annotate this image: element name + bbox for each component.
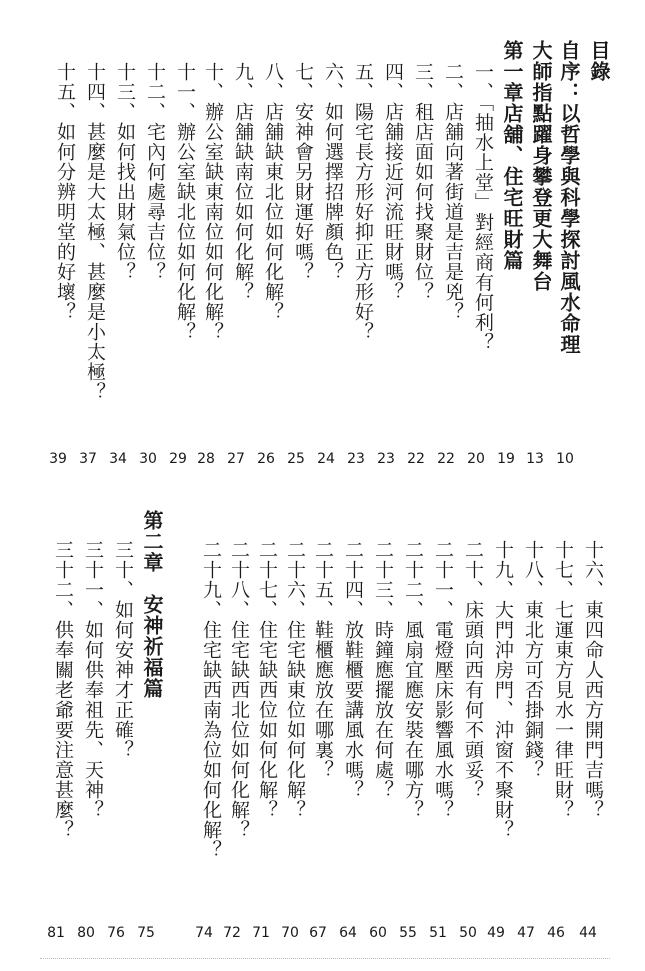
- page-number: 30: [139, 451, 157, 467]
- page-number: 26: [257, 451, 275, 467]
- toc-entry-25: 二十五、鞋櫃應放在哪裏？: [312, 540, 334, 780]
- toc-entry-12: 十二、宅內何處尋吉位？: [144, 62, 166, 282]
- toc-entry-21: 二十一、電燈壓床影響風水嗎？: [432, 540, 454, 820]
- page-number: 22: [407, 451, 425, 467]
- toc-entry-11: 十一、辦公室缺北位如何化解？: [174, 62, 196, 342]
- toc-title: 目錄: [587, 40, 611, 82]
- page-number: 19: [497, 451, 515, 467]
- page-number: 39: [49, 451, 67, 467]
- page-number: 13: [526, 451, 544, 467]
- page-number: 81: [47, 925, 65, 941]
- page-number: 23: [347, 451, 365, 467]
- page-number: 49: [487, 925, 505, 941]
- toc-entry-5: 五、陽宅長方形好抑正方形好？: [352, 62, 374, 342]
- toc-entry-31: 三十一、如何供奉祖先、天神？: [82, 540, 104, 820]
- page-number: 67: [309, 925, 327, 941]
- toc-entry-7: 七、安神會另財運好嗎？: [292, 62, 314, 282]
- toc-chapter-1: 第一章店舖、住宅旺財篇: [500, 40, 524, 271]
- toc-entry-27: 二十七、住宅缺西位如何化解？: [256, 540, 278, 820]
- toc-entry-6: 六、如何選擇招牌顏色？: [322, 62, 344, 282]
- page-number: 28: [197, 451, 215, 467]
- page-number: 75: [137, 925, 155, 941]
- toc-chapter-2: 第二章 安神祈福篇: [140, 510, 164, 699]
- toc-entry-24: 二十四、放鞋櫃要講風水嗎？: [342, 540, 364, 800]
- page-number: 23: [377, 451, 395, 467]
- toc-entry-1: 一、「抽水上堂」對經商有何利？: [472, 62, 494, 353]
- toc-entry-20: 二十、床頭向西有何不頭妥？: [462, 540, 484, 800]
- page-number: 70: [281, 925, 299, 941]
- toc-entry-23: 二十三、時鐘應擺放在何處？: [372, 540, 394, 800]
- page-number: 29: [169, 451, 187, 467]
- toc-entry-preface: 自序：以哲學與科學探討風水命理: [557, 40, 581, 355]
- page-number: 10: [556, 451, 574, 467]
- page-number: 20: [467, 451, 485, 467]
- page-number: 76: [107, 925, 125, 941]
- page-number: 46: [547, 925, 565, 941]
- toc-entry-16: 十六、東四命人西方開門吉嗎？: [582, 540, 604, 820]
- toc-entry-3: 三、租店面如何找聚財位？: [412, 62, 434, 302]
- toc-entry-17: 十七、七運東方見水一律旺財？: [552, 540, 574, 820]
- toc-entry-26: 二十六、住宅缺東位如何化解？: [284, 540, 306, 820]
- page-number: 44: [579, 925, 597, 941]
- page-number: 24: [317, 451, 335, 467]
- toc-entry-15: 十五、如何分辨明堂的好壞？: [54, 62, 76, 322]
- page-number: 25: [287, 451, 305, 467]
- toc-entry-4: 四、店舖接近河流旺財嗎？: [382, 62, 404, 302]
- page-number: 80: [77, 925, 95, 941]
- toc-entry-10: 十、辦公室缺東南位如何化解？: [202, 62, 224, 342]
- page-number: 60: [369, 925, 387, 941]
- toc-entry-18: 十八、東北方可否掛銅錢？: [522, 540, 544, 780]
- toc-entry-9: 九、店舖缺南位如何化解？: [232, 62, 254, 302]
- toc-entry-28: 二十八、住宅缺西北位如何化解？: [228, 540, 250, 840]
- page-number: 74: [195, 925, 213, 941]
- toc-entry-2: 二、店舖向著街道是吉是兇？: [442, 62, 464, 322]
- toc-entry-30: 三十、如何安神才正確？: [112, 540, 134, 760]
- page-number: 37: [79, 451, 97, 467]
- page-number: 51: [429, 925, 447, 941]
- page-number: 34: [109, 451, 127, 467]
- toc-entry-19: 十九、大門沖房門、沖窗不聚財？: [492, 540, 514, 840]
- page-number: 71: [252, 925, 270, 941]
- toc-entry-32: 三十二、供奉關老爺要注意甚麼？: [52, 540, 74, 840]
- page-number: 72: [223, 925, 241, 941]
- toc-entry-master: 大師指點躍身攀登更大舞台: [529, 40, 553, 292]
- toc-entry-14: 十四、甚麼是大太極、甚麼是小太極？: [84, 62, 106, 402]
- page-number: 47: [517, 925, 535, 941]
- bottom-divider: [40, 958, 610, 959]
- toc-entry-22: 二十二、風扇宜應安裝在哪方？: [402, 540, 424, 820]
- toc-entry-8: 八、店舖缺東北位如何化解？: [262, 62, 284, 322]
- page-number: 50: [459, 925, 477, 941]
- page-number: 27: [227, 451, 245, 467]
- page-number: 55: [399, 925, 417, 941]
- page-number: 64: [339, 925, 357, 941]
- toc-entry-13: 十三、如何找出財氣位？: [114, 62, 136, 282]
- toc-entry-29: 二十九、住宅缺西南為位如何化解？: [200, 540, 222, 860]
- page-number: 22: [437, 451, 455, 467]
